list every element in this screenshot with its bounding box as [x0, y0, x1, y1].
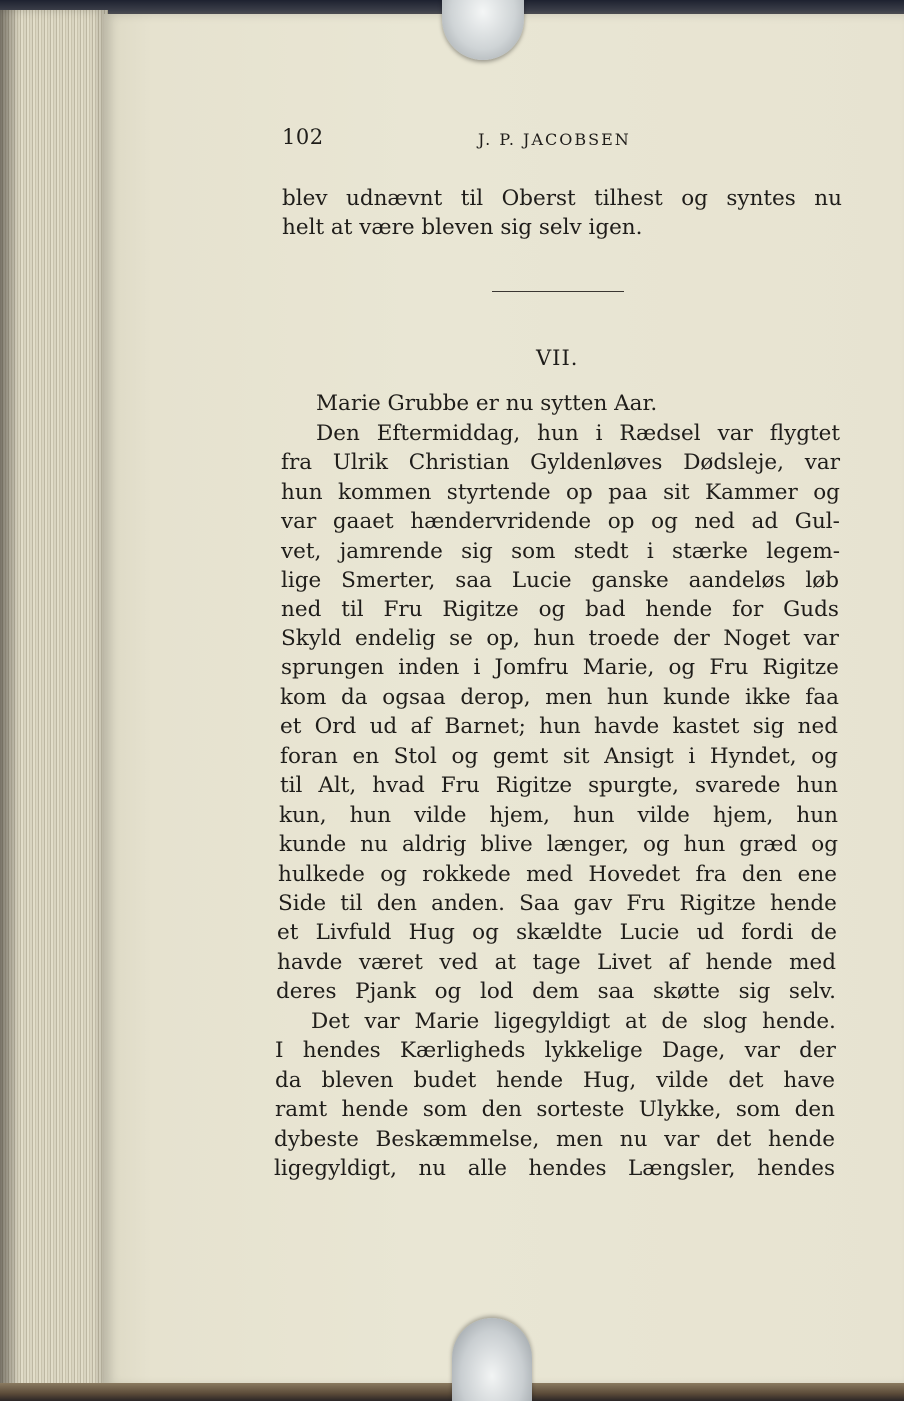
body-line: havde været ved at tage Livet af hende med — [277, 950, 836, 975]
body-line: foran en Stol og gemt sit Ansigt i Hyndet, og — [280, 744, 838, 769]
body-line: var gaaet hændervridende op og ned ad Gul- — [281, 509, 840, 534]
body-line: et Livfuld Hug og skældte Lucie ud fordi de — [277, 920, 837, 945]
page-block-shadow — [0, 10, 20, 1393]
body-line: ramt hende som den sorteste Ulykke, som den — [275, 1097, 835, 1122]
body-line: fra Ulrik Christian Gyldenløves Dødsleje, var — [281, 450, 840, 475]
body-line: lige Smerter, saa Lucie ganske aandeløs løb — [281, 568, 839, 593]
chapter-heading: VII. — [536, 346, 579, 370]
body-line: I hendes Kærligheds lykkelige Dage, var der — [275, 1038, 836, 1063]
body-line: Marie Grubbe er nu sytten Aar. — [316, 391, 658, 416]
body-line: til Alt, hvad Fru Rigitze spurgte, svarede hun — [280, 773, 838, 798]
body-line: Det var Marie ligegyldigt at de slog hende. — [311, 1009, 836, 1034]
body-line: kun, hun vilde hjem, hun vilde hjem, hun — [279, 803, 838, 828]
body-line: Side til den anden. Saa gav Fru Rigitze hende — [278, 891, 837, 916]
page-number: 102 — [282, 125, 324, 149]
body-line: deres Pjank og lod dem saa skøtte sig selv. — [276, 979, 836, 1004]
body-line: helt at være bleven sig selv igen. — [282, 215, 643, 240]
body-line: Skyld endelig se op, hun troede der Noget var — [281, 626, 839, 651]
body-line: sprungen inden i Jomfru Marie, og Fru Rigitze — [281, 655, 839, 680]
body-line: kunde nu aldrig blive længer, og hun græd og — [279, 832, 838, 857]
body-line: ligegyldigt, nu alle hendes Længsler, hendes — [274, 1156, 835, 1181]
body-line: hun kommen styrtende op paa sit Kammer og — [281, 480, 840, 505]
body-line: blev udnævnt til Oberst tilhest og syntes nu — [282, 186, 842, 211]
page-clip-bottom — [452, 1318, 532, 1401]
body-line: vet, jamrende sig som stedt i stærke legem- — [281, 539, 840, 564]
body-line: ned til Fru Rigitze og bad hende for Guds — [281, 597, 839, 622]
section-divider — [492, 291, 624, 292]
body-line: da bleven budet hende Hug, vilde det have — [275, 1068, 835, 1093]
body-line: Den Eftermiddag, hun i Rædsel var flygtet — [316, 421, 840, 446]
body-line: dybeste Beskæmmelse, men nu var det hende — [274, 1127, 835, 1152]
body-line: kom da ogsaa derop, men hun kunde ikke faa — [280, 685, 839, 710]
body-line: et Ord ud af Barnet; hun havde kastet sig ned — [280, 714, 838, 739]
body-line: hulkede og rokkede med Hovedet fra den ene — [278, 862, 837, 887]
running-head: J. P. JACOBSEN — [478, 130, 631, 149]
